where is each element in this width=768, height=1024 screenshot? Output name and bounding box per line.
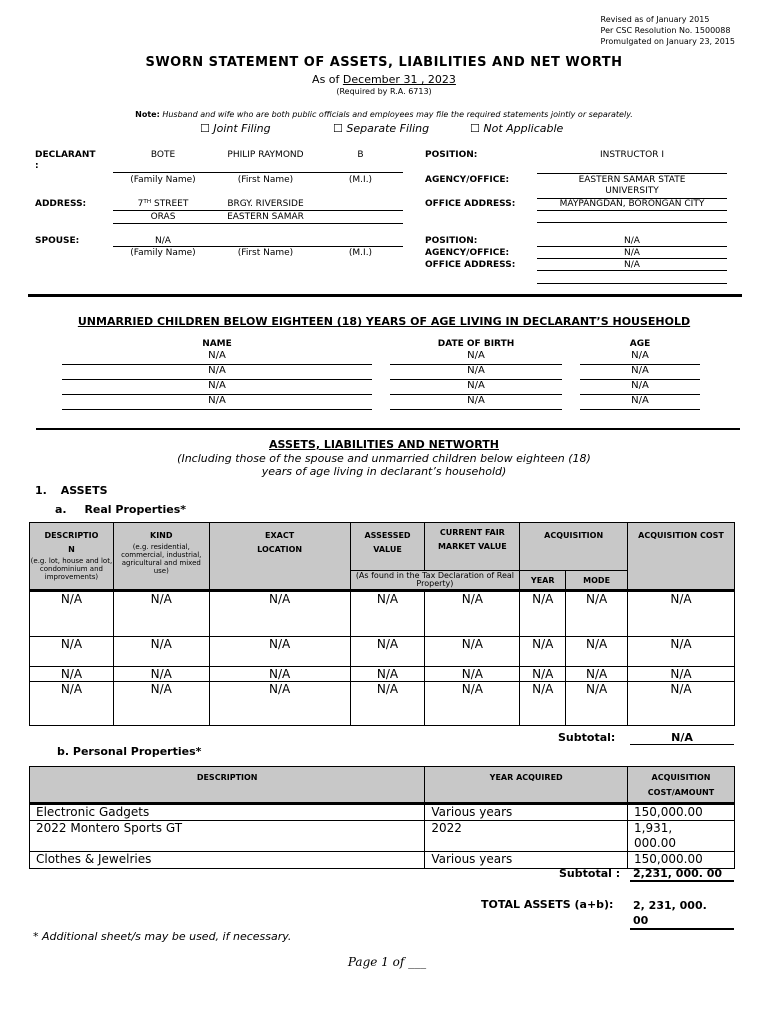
personal-col-description: DESCRIPTION — [30, 767, 425, 804]
cell: 1,931, 000.00 — [628, 821, 735, 852]
real-subtotal-label: Subtotal: — [558, 731, 616, 744]
child-age: N/A — [580, 350, 700, 365]
document-title: SWORN STATEMENT OF ASSETS, LIABILITIES AND NET WORTH — [145, 55, 623, 70]
office-address-line — [537, 210, 727, 211]
child-dob: N/A — [390, 350, 562, 365]
cell: 150,000.00 — [628, 804, 735, 821]
cell: N/A — [425, 637, 520, 667]
as-of-label: As of — [312, 73, 340, 86]
spouse-office-label: OFFICE ADDRESS: — [425, 260, 516, 270]
joint-filing-checkbox[interactable]: ☐ Joint Filing — [200, 122, 271, 135]
cell: N/A — [566, 667, 628, 682]
section-divider-2 — [36, 428, 740, 430]
child-name: N/A — [62, 380, 372, 395]
position-label: POSITION: — [425, 150, 478, 160]
child-dob-col — [390, 350, 562, 410]
declarant-colon: : — [35, 161, 39, 171]
assets-section-num: 1. — [35, 484, 47, 497]
assets-subtitle-line2: years of age living in declarant’s household) — [261, 465, 507, 478]
office-address-label: OFFICE ADDRESS: — [425, 199, 516, 209]
cell: N/A — [209, 682, 350, 726]
resolution-line: Per CSC Resolution No. 1500088 — [600, 26, 731, 35]
cell: 2022 Montero Sports GT — [30, 821, 425, 852]
office-address-value: MAYPANGDAN, BORONGAN CITY — [559, 199, 705, 209]
real-properties-heading — [55, 503, 186, 516]
spouse-first-caption: (First Name) — [237, 248, 294, 258]
real-subtotal-value: N/A — [630, 731, 734, 745]
table-row — [30, 591, 735, 637]
table-row — [30, 667, 735, 682]
table-row — [30, 637, 735, 667]
cell: N/A — [113, 637, 209, 667]
real-properties-table — [29, 522, 735, 726]
page-number: Page 1 of ___ — [347, 955, 427, 969]
cell: Various years — [425, 804, 628, 821]
first-name-caption: (First Name) — [237, 175, 294, 185]
personal-subtotal-value: 2,231, 000. 00 — [630, 867, 734, 882]
cell: N/A — [628, 591, 735, 637]
cell: N/A — [30, 667, 114, 682]
cell: N/A — [628, 667, 735, 682]
cell: 2022 — [425, 821, 628, 852]
cell: N/A — [566, 682, 628, 726]
separate-filing-checkbox[interactable]: ☐ Separate Filing — [333, 122, 430, 135]
cell: N/A — [350, 591, 425, 637]
cell: N/A — [628, 637, 735, 667]
children-col-dob: DATE OF BIRTH — [437, 339, 515, 349]
spouse-family-caption: (Family Name) — [130, 248, 196, 258]
child-name-col — [62, 350, 372, 410]
children-title: UNMARRIED CHILDREN BELOW EIGHTEEN (18) YEARS OF AGE LIVING IN DECLARANT’S HOUSEHOLD — [77, 315, 691, 328]
real-label: Real Properties* — [84, 503, 186, 516]
cell: N/A — [350, 667, 425, 682]
real-col-year: YEAR — [520, 571, 566, 591]
real-col-fair-value: CURRENT FAIR MARKET VALUE — [425, 523, 520, 571]
spouse-position-line — [537, 246, 727, 247]
address-street: 7ᵀᴴ STREET — [137, 199, 189, 209]
cell: N/A — [628, 682, 735, 726]
real-col-fair-note: (As found in the Tax Declaration of Real Property) — [350, 571, 520, 591]
spouse-agency-label: AGENCY/OFFICE: — [425, 248, 510, 258]
declarant-first-name: PHILIP RAYMOND — [227, 150, 304, 160]
position-line — [537, 173, 727, 174]
address-brgy: BRGY. RIVERSIDE — [227, 199, 304, 209]
note-text: Husband and wife who are both public officials and employees may file the required statements jointly or separately. — [162, 110, 633, 119]
spouse-name-line — [113, 246, 403, 247]
agency-label: AGENCY/OFFICE: — [425, 175, 510, 185]
assets-section-label: ASSETS — [60, 484, 108, 497]
real-col-cost: ACQUISITION COST — [628, 523, 735, 591]
cell: Electronic Gadgets — [30, 804, 425, 821]
real-col-kind: KIND (e.g. residential, commercial, industrial, agricultural and mixed use) — [113, 523, 209, 591]
children-col-age: AGE — [629, 339, 651, 349]
cell: N/A — [520, 682, 566, 726]
child-name: N/A — [62, 365, 372, 380]
office-address-line2 — [537, 222, 727, 223]
cell: N/A — [209, 667, 350, 682]
cell: N/A — [520, 637, 566, 667]
cell: N/A — [209, 637, 350, 667]
cell: Clothes & Jewelries — [30, 852, 425, 869]
cell: N/A — [113, 591, 209, 637]
spouse-family-name: N/A — [155, 236, 171, 246]
child-dob: N/A — [390, 395, 562, 410]
table-row — [30, 852, 735, 869]
declarant-family-name: BOTE — [150, 150, 176, 160]
children-col-name: NAME — [202, 339, 232, 349]
table-row — [30, 804, 735, 821]
cell: N/A — [209, 591, 350, 637]
family-name-caption: (Family Name) — [130, 175, 196, 185]
personal-col-year: YEAR ACQUIRED — [425, 767, 628, 804]
spouse-agency-line — [537, 258, 727, 259]
cell: N/A — [425, 682, 520, 726]
agency-line2: UNIVERSITY — [605, 186, 659, 196]
position-value: INSTRUCTOR I — [599, 150, 665, 160]
spouse-mi-caption: (M.I.) — [348, 248, 373, 258]
real-col-description-note: (e.g. lot, house and lot, condominium and improvements) — [30, 557, 113, 581]
spouse-office-line2 — [537, 283, 727, 284]
real-col-assessed: ASSESSED VALUE — [350, 523, 425, 571]
as-of-date: December 31 , 2023 — [342, 73, 456, 86]
as-of-line — [0, 73, 768, 86]
total-assets-label: TOTAL ASSETS (a+b): — [481, 898, 614, 911]
revised-line: Revised as of January 2015 — [600, 15, 710, 24]
child-name: N/A — [62, 395, 372, 410]
cell: 150,000.00 — [628, 852, 735, 869]
not-applicable-checkbox[interactable]: ☐ Not Applicable — [470, 122, 564, 135]
address-label: ADDRESS: — [35, 199, 87, 209]
promulgated-line: Promulgated on January 23, 2015 — [600, 37, 735, 46]
real-col-description: DESCRIPTIO N (e.g. lot, house and lot, condominium and improvements) — [30, 523, 114, 591]
child-age: N/A — [580, 365, 700, 380]
cell: N/A — [350, 682, 425, 726]
cell: N/A — [520, 591, 566, 637]
assets-subtitle-line1: (Including those of the spouse and unmarried children below eighteen (18) — [177, 452, 591, 465]
real-col-mode: MODE — [566, 571, 628, 591]
personal-col-cost: ACQUISITION COST/AMOUNT — [628, 767, 735, 804]
total-assets-value — [630, 898, 734, 930]
declarant-mi: B — [357, 150, 364, 160]
assets-subtitle — [0, 452, 768, 478]
spouse-office-value: N/A — [624, 260, 640, 270]
child-age: N/A — [580, 380, 700, 395]
child-age: N/A — [580, 395, 700, 410]
cell: N/A — [566, 591, 628, 637]
cell: N/A — [30, 637, 114, 667]
cell: N/A — [566, 637, 628, 667]
declarant-label: DECLARANT — [35, 150, 96, 160]
mi-caption: (M.I.) — [348, 175, 373, 185]
child-age-col — [580, 350, 700, 410]
agency-value — [537, 175, 727, 197]
cell: N/A — [113, 682, 209, 726]
personal-properties-heading: b. Personal Properties* — [57, 745, 202, 758]
spouse-label: SPOUSE: — [35, 236, 80, 246]
assets-section-heading — [35, 484, 108, 497]
cell: N/A — [113, 667, 209, 682]
spouse-agency-value: N/A — [624, 248, 640, 258]
declarant-name-line — [113, 172, 403, 173]
cell: N/A — [30, 591, 114, 637]
cell: N/A — [520, 667, 566, 682]
table-row — [30, 682, 735, 726]
spouse-office-line — [537, 270, 727, 271]
address-province: EASTERN SAMAR — [227, 212, 304, 222]
agency-line1: EASTERN SAMAR STATE — [578, 175, 686, 185]
real-col-location: EXACT LOCATION — [209, 523, 350, 591]
assets-title: ASSETS, LIABILITIES AND NETWORTH — [269, 438, 499, 451]
child-name: N/A — [62, 350, 372, 365]
child-dob: N/A — [390, 380, 562, 395]
real-col-kind-note: (e.g. residential, commercial, industrial, agricultural and mixed use) — [121, 543, 202, 575]
spouse-position-label: POSITION: — [425, 236, 478, 246]
note-label: Note: — [135, 110, 160, 119]
section-divider — [28, 294, 742, 297]
cell: N/A — [350, 637, 425, 667]
additional-sheets-note: * Additional sheet/s may be used, if necessary. — [33, 930, 292, 943]
total-assets-line2: 00 — [633, 914, 649, 927]
revision-info — [601, 14, 735, 47]
cell: N/A — [425, 667, 520, 682]
personal-subtotal-label: Subtotal : — [559, 867, 621, 880]
total-assets-line1: 2, 231, 000. — [633, 899, 707, 912]
address-line1 — [113, 210, 403, 211]
note — [0, 110, 768, 119]
personal-properties-table — [29, 766, 735, 869]
address-town: ORAS — [150, 212, 176, 222]
real-col-acquisition: ACQUISITION — [520, 523, 628, 571]
required-by: (Required by R.A. 6713) — [336, 87, 432, 96]
real-letter: a. — [55, 503, 67, 516]
cell: N/A — [30, 682, 114, 726]
table-row — [30, 821, 735, 852]
cell: Various years — [425, 852, 628, 869]
spouse-position-value: N/A — [624, 236, 640, 246]
cell: N/A — [425, 591, 520, 637]
child-dob: N/A — [390, 365, 562, 380]
address-line2 — [113, 223, 403, 224]
